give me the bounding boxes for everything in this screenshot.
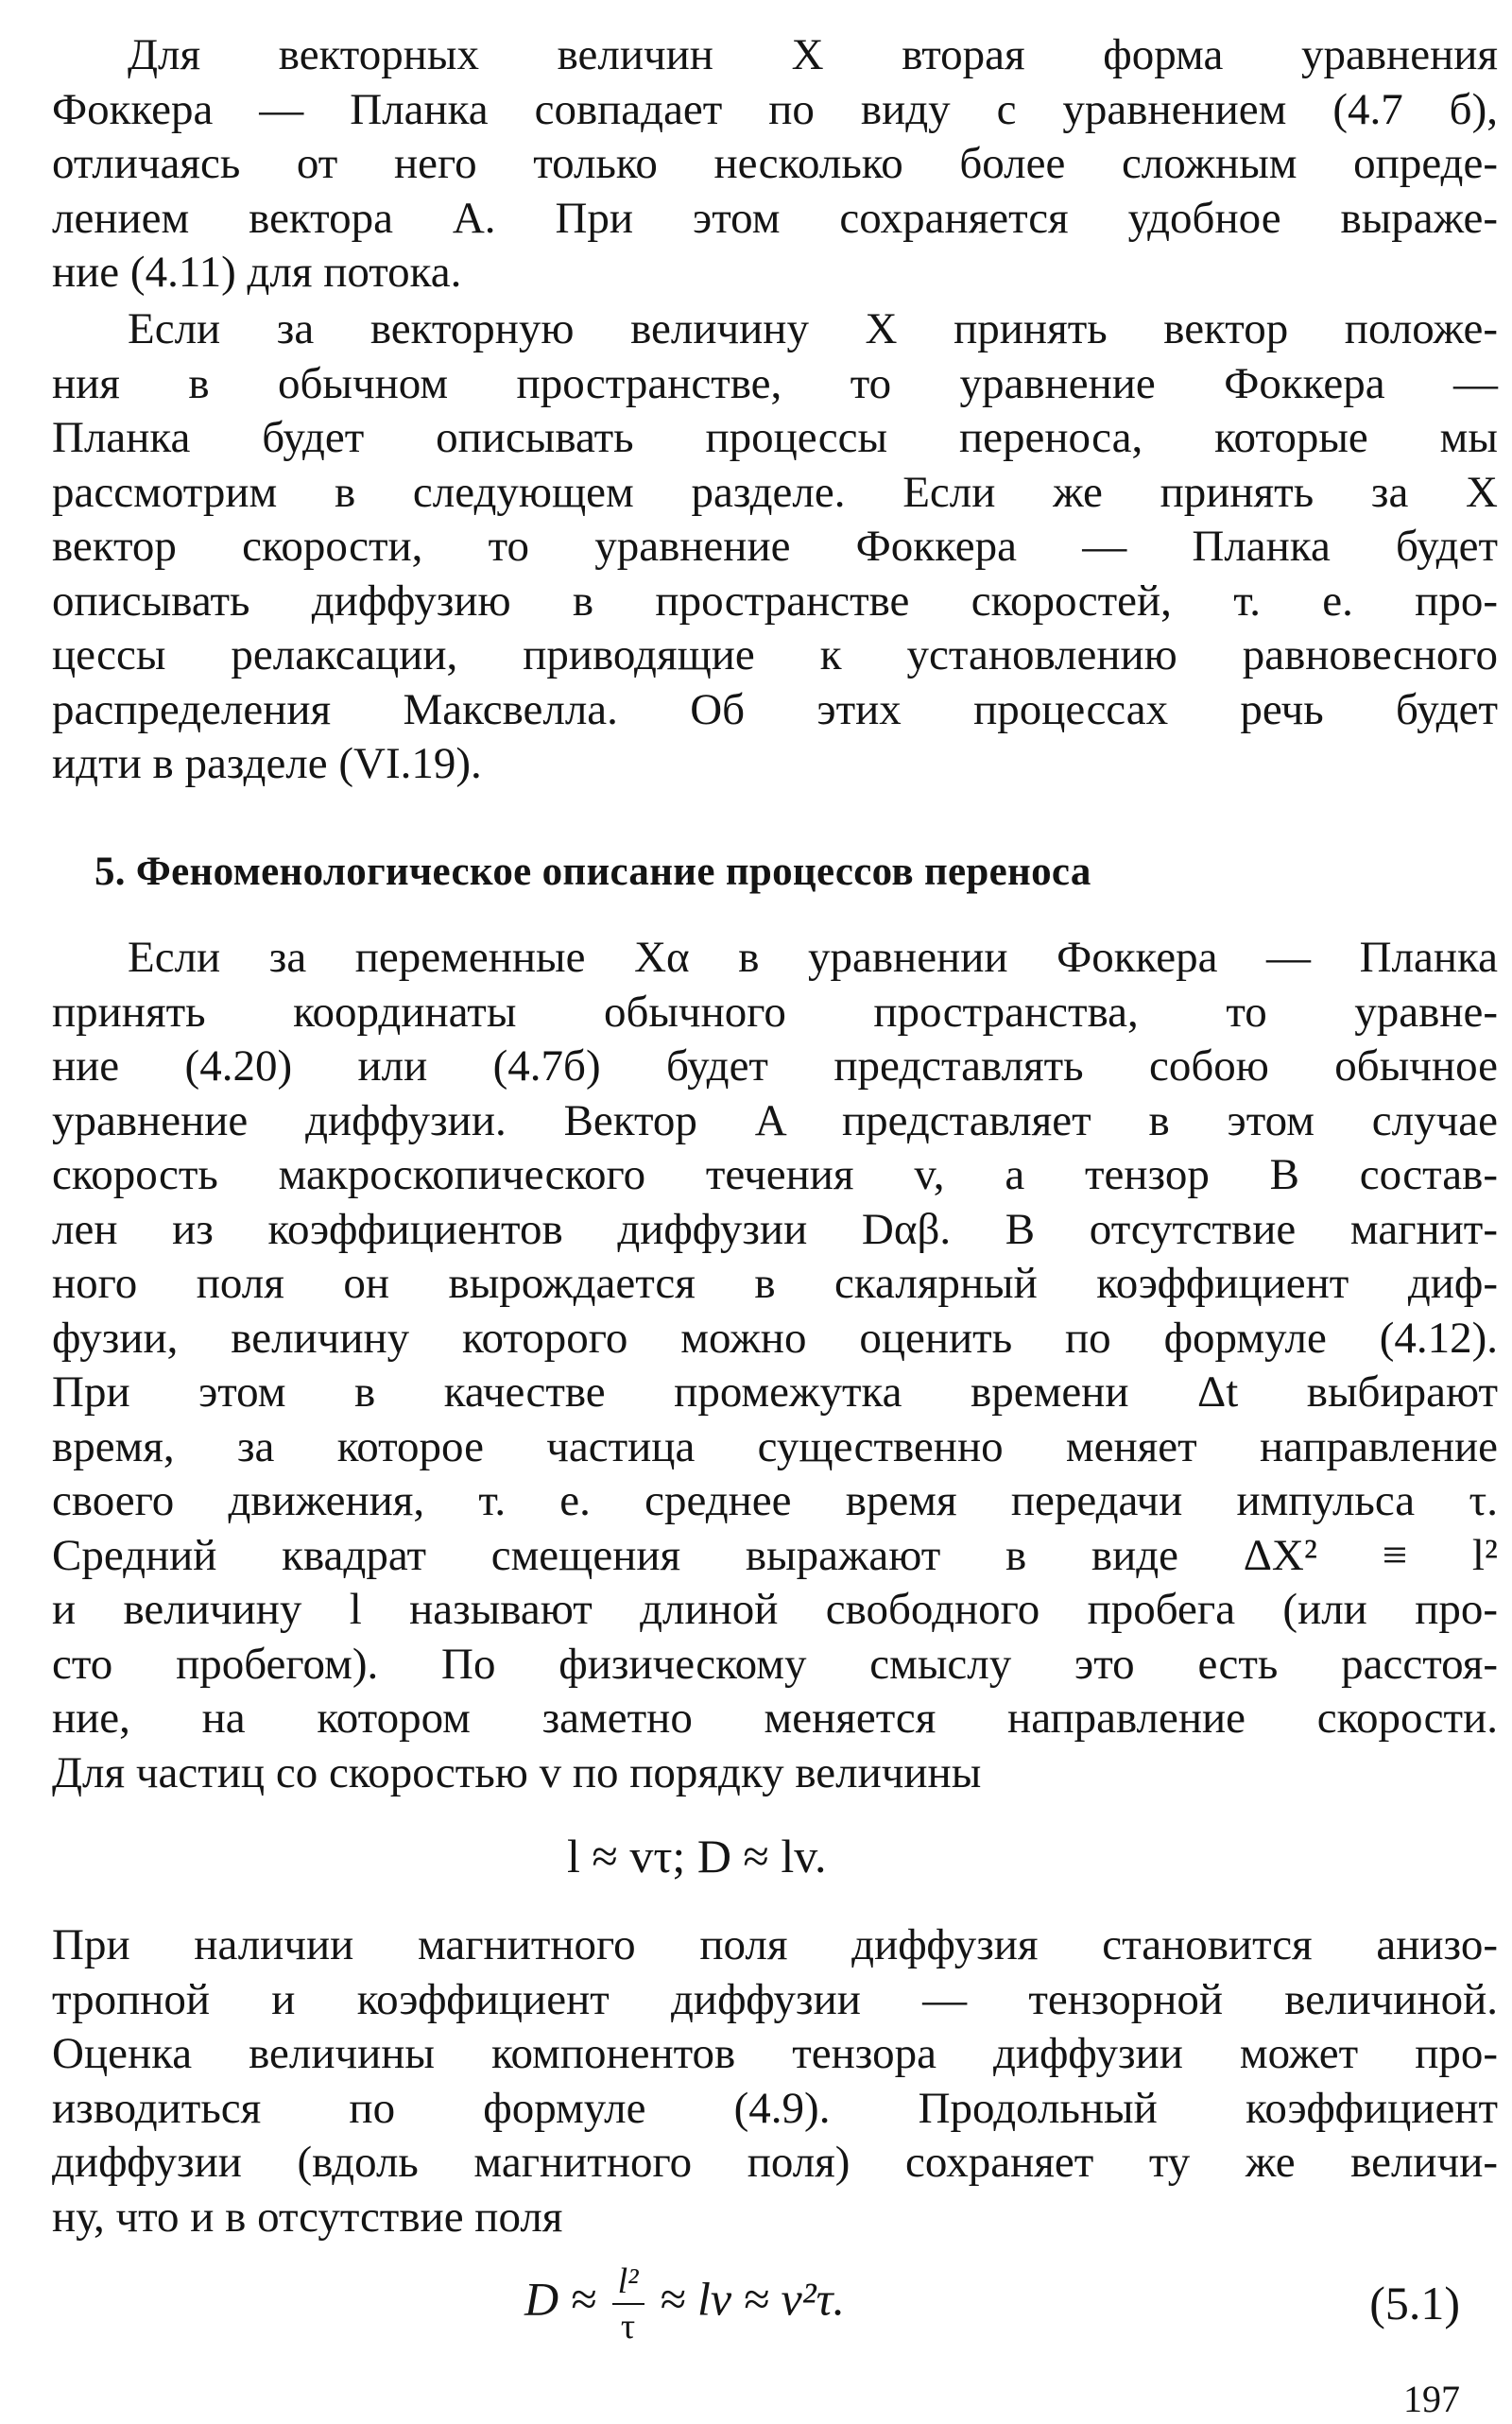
paragraph-2 <box>52 302 1498 792</box>
text-line: своего движения, т. е. среднее время передачи импульса τ. <box>52 1476 1498 1525</box>
text-line: принять координаты обычного пространства, то уравне- <box>52 987 1498 1037</box>
text-line: ного поля он вырождается в скалярный коэффициент диф- <box>52 1259 1498 1308</box>
text-line: Средний квадрат смещения выражают в виде ΔX² ≡ l² <box>52 1530 1498 1580</box>
text-line: Оценка величины компонентов тензора диффузии может про- <box>52 2029 1498 2078</box>
formula-rhs: ≈ lv ≈ v²τ. <box>660 2272 846 2326</box>
text-line: ние (4.20) или (4.7б) будет представлять собою обычное <box>52 1041 1498 1091</box>
fraction-numerator: l² <box>617 2261 639 2301</box>
formula-lhs: D ≈ <box>524 2272 597 2326</box>
equation-number: (5.1) <box>1369 2277 1460 2329</box>
text-line: Для векторных величин X вторая форма уравнения <box>128 30 1498 79</box>
text-line: ния в обычном пространстве, то уравнение Фоккера — <box>52 358 1498 408</box>
text-line: идти в разделе (VI.19). <box>52 739 482 788</box>
section-heading: 5. Феноменологическое описание процессов переноса <box>94 850 1091 894</box>
text-line: распределения Максвелла. Об этих процессах речь будет <box>52 684 1498 734</box>
text-line: время, за которое частица существенно меняет направление <box>52 1421 1498 1471</box>
text-line: При наличии магнитного поля диффузия становится анизо- <box>52 1920 1498 1969</box>
text-line: диффузии (вдоль магнитного поля) сохраняет ту же величи- <box>52 2138 1498 2187</box>
text-line: Если за переменные Xα в уравнении Фоккера — Планка <box>128 933 1498 982</box>
text-line: ну, что и в отсутствие поля <box>52 2192 563 2242</box>
text-line: сто пробегом). По физическому смыслу это есть расстоя- <box>52 1639 1498 1689</box>
text-line: Для частиц со скоростью v по порядку величины <box>52 1747 982 1797</box>
text-line: тропной и коэффициент диффузии — тензорной величиной. <box>52 1974 1498 2024</box>
formula-mean-free-path: l ≈ vτ; D ≈ lv. <box>567 1830 827 1882</box>
text-line: рассмотрим в следующем разделе. Если же принять за X <box>52 467 1498 517</box>
fraction <box>612 2263 644 2345</box>
text-line: Фоккера — Планка совпадает по виду с уравнением (4.7 б), <box>52 84 1498 134</box>
fraction-bar <box>612 2303 644 2305</box>
text-line: вектор скорости, то уравнение Фоккера — Планка будет <box>52 522 1498 571</box>
paragraph-3 <box>52 931 1498 1800</box>
text-line: ние (4.11) для потока. <box>52 248 462 297</box>
text-line: лен из коэффициентов диффузии Dαβ. В отсутствие магнит- <box>52 1204 1498 1254</box>
text-line: Если за векторную величину X принять вектор положе- <box>128 304 1498 353</box>
text-line: фузии, величину которого можно оценить по формуле (4.12). <box>52 1313 1498 1363</box>
paragraph-4 <box>52 1918 1498 2244</box>
text-line: скорость макроскопического течения v, а тензор B состав- <box>52 1150 1498 1199</box>
text-line: При этом в качестве промежутка времени Δt выбирают <box>52 1367 1498 1417</box>
page-number: 197 <box>1403 2378 1460 2420</box>
text-line: ние, на котором заметно меняется направление скорости. <box>52 1693 1498 1743</box>
text-line: отличаясь от него только несколько более сложным опреде- <box>52 139 1498 188</box>
text-line: описывать диффузию в пространстве скоростей, т. е. про- <box>52 576 1498 626</box>
text-line: цессы релаксации, приводящие к установлению равновесного <box>52 630 1498 679</box>
formula-5-1 <box>524 2263 845 2345</box>
text-line: Планка будет описывать процессы переноса, которые мы <box>52 413 1498 462</box>
text-line: уравнение диффузии. Вектор A представляет в этом случае <box>52 1095 1498 1145</box>
text-line: лением вектора A. При этом сохраняется удобное выраже- <box>52 193 1498 243</box>
paragraph-1 <box>52 28 1498 301</box>
fraction-denominator: τ <box>620 2307 636 2347</box>
text-line: изводиться по формуле (4.9). Продольный коэффициент <box>52 2083 1498 2133</box>
text-line: и величину l называют длиной свободного пробега (или про- <box>52 1585 1498 1634</box>
